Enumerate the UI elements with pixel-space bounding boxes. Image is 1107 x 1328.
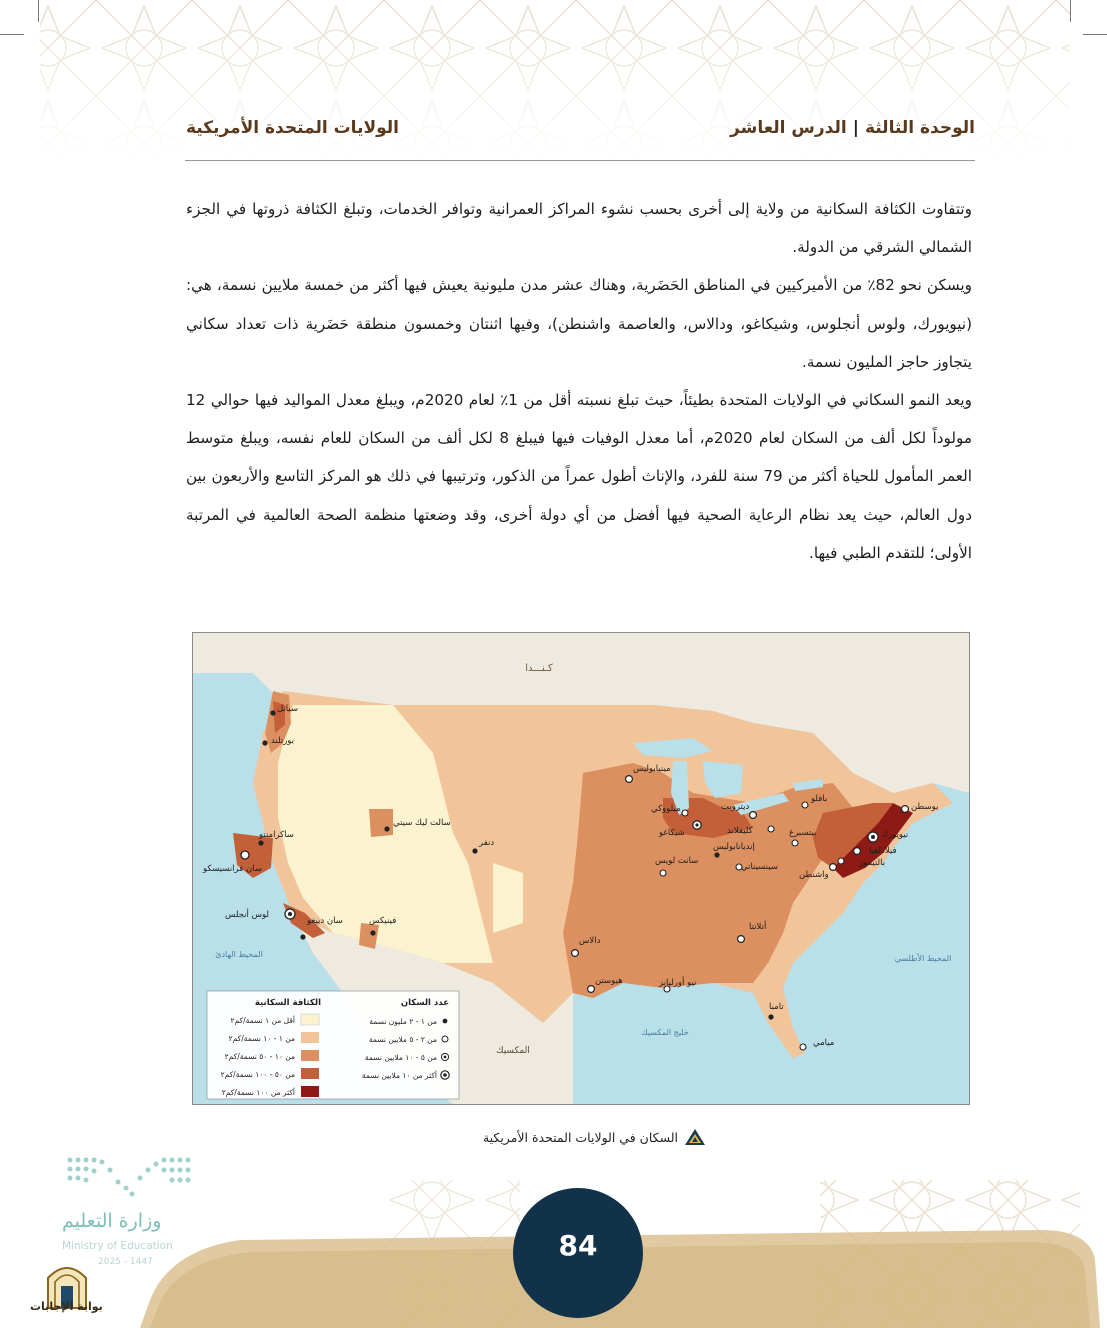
- city-label-philadelphia: فيلادلفيا: [869, 846, 897, 856]
- map-density-utah: [369, 809, 393, 837]
- portal-watermark-text: بوابة الإجابات: [30, 1300, 103, 1313]
- city-label-indianapolis: إنديانابوليس: [713, 842, 755, 852]
- city-marker-indianapolis: [714, 852, 719, 857]
- city-marker-stlouis: [660, 870, 666, 876]
- header-unit-lesson: [730, 118, 975, 138]
- city-marker-sanfrancisco: [241, 851, 249, 859]
- city-marker-minneapolis: [626, 776, 633, 783]
- city-marker-phoenix: [370, 930, 375, 935]
- city-marker-seattle: [270, 710, 275, 715]
- city-label-cleveland: كليفلاند: [727, 826, 753, 836]
- legend-density-label-5: أكثر من ١٠٠ نسمة/كم٢: [221, 1088, 295, 1097]
- city-marker-portland: [262, 740, 267, 745]
- legend-density-swatch-4: [301, 1068, 319, 1079]
- population-map: [192, 632, 970, 1105]
- legend-pop-marker-3-core: [444, 1056, 447, 1059]
- paragraph-density: وتتفاوت الكثافة السكانية من ولاية إلى أخرى بحسب نشوء المراكز العمرانية وتوافر الخدمات، وتبلغ الكثافة ذروتها في الجزء الشمالي الشرقي من الدولة.: [186, 200, 972, 257]
- crop-mark: [1083, 34, 1107, 35]
- city-label-sacramento: ساكرامنتو: [259, 830, 294, 840]
- legend-pop-label-4: أكثر من ١٠ ملايين نسمة: [361, 1071, 437, 1080]
- city-label-minneapolis: مينيابوليس: [633, 764, 671, 774]
- city-label-houston: هيوستن: [595, 976, 623, 986]
- legend-pop-marker-2: [442, 1036, 448, 1042]
- city-marker-newyork-core: [871, 835, 875, 839]
- city-label-phoenix: فينيكس: [369, 916, 397, 926]
- legend-pop-label-2: من ٢ - ٥ ملايين نسمة: [368, 1035, 437, 1044]
- city-label-cincinnati: سينسيناتي: [741, 862, 779, 872]
- crop-mark: [0, 34, 24, 35]
- legend-density-swatch-2: [301, 1032, 319, 1043]
- ministry-year: 2025 - 1447: [98, 1257, 153, 1267]
- lesson-text: [186, 190, 972, 572]
- legend-pop-label-3: من ٥ - ١٠ ملايين نسمة: [364, 1053, 437, 1062]
- map-caption: [460, 1126, 706, 1148]
- city-label-stlouis: سانت لويس: [655, 856, 699, 866]
- paragraph-urban: ويسكن نحو 82٪ من الأميركيين في المناطق الحَضَرية، وهناك عشر مدن مليونية يعيش فيها أكثر من خمسة ملايين نسمة، هي: (نيويورك، ولوس أنجلوس، وشيكاغو، ودالاس، والعاصمة واشنطن)، وفيها اثنتان وخمسون منطقة حَضَرية ذات تعداد سكاني يتجاوز حاجز المليون نسمة.: [186, 276, 972, 371]
- city-label-sandiego: سان دييغو: [307, 916, 343, 926]
- city-label-newyork: نيويورك: [881, 830, 909, 840]
- legend-density-swatch-5: [301, 1086, 319, 1097]
- legend-pop-marker-1: [443, 1019, 448, 1024]
- crop-mark: [1070, 0, 1071, 22]
- city-label-seattle: سياتل: [277, 704, 299, 714]
- city-marker-cleveland: [768, 826, 774, 832]
- city-marker-detroit: [750, 812, 757, 819]
- map-legend: [207, 991, 459, 1099]
- city-label-saltlake: سالت ليك سيتي: [393, 818, 451, 828]
- ministry-name-arabic: وزارة التعليم: [62, 1210, 162, 1232]
- city-marker-saltlake: [384, 826, 389, 831]
- map-label-gulf: خليج المكسيك: [641, 1028, 689, 1037]
- legend-pop-label-1: من ١ - ٢ مليون نسمة: [369, 1017, 437, 1026]
- header-lesson: الدرس العاشر: [730, 118, 847, 138]
- legend-density-label-4: من ٥٠ - ١٠٠ نسمة/كم٢: [220, 1070, 295, 1079]
- city-marker-sacramento: [258, 840, 263, 845]
- caption-text: السكان في الولايات المتحدة الأمريكية: [482, 1129, 678, 1145]
- header-separator: |: [852, 118, 859, 138]
- legend-density-label-3: من ١٠ - ٥٠ نسمة/كم٢: [224, 1052, 295, 1061]
- legend-density-swatch-1: [301, 1014, 319, 1025]
- map-label-pacific: المحيط الهادئ: [215, 950, 263, 959]
- legend-density-label-2: من ١ - ١٠ نسمة/كم٢: [228, 1034, 295, 1043]
- city-marker-baltimore: [838, 858, 844, 864]
- city-marker-denver: [472, 848, 477, 853]
- city-marker-atlanta: [738, 936, 745, 943]
- city-marker-chicago-core: [695, 823, 698, 826]
- header-topic: الولايات المتحدة الأمريكية: [186, 118, 399, 138]
- city-label-chicago: شيكاغو: [659, 828, 685, 838]
- city-label-miami: ميامي: [813, 1038, 835, 1048]
- city-marker-dallas: [572, 950, 579, 957]
- city-label-boston: بوسطن: [911, 802, 939, 812]
- city-marker-houston: [588, 986, 595, 993]
- city-label-denver: دنفر: [479, 838, 495, 848]
- city-marker-washington: [830, 864, 837, 871]
- city-label-buffalo: بافلو: [811, 794, 828, 804]
- city-label-losangeles: لوس أنجلس: [225, 910, 269, 920]
- map-density-low-plains: [493, 863, 523, 933]
- caption-triangle-icon: [684, 1128, 706, 1146]
- legend-population-title: عدد السكان: [400, 998, 449, 1008]
- city-label-atlanta: أتلانتا: [749, 922, 767, 932]
- city-marker-sandiego: [300, 934, 305, 939]
- legend-pop-marker-4-core: [443, 1073, 447, 1077]
- city-label-sanfrancisco: سان فرانسيسكو: [203, 864, 262, 874]
- city-label-baltimore: بالتيمور: [859, 858, 886, 868]
- city-marker-tampa: [768, 1014, 773, 1019]
- legend-density-title: الكثافة السكانية: [254, 998, 321, 1008]
- map-label-canada: كـنـــدا: [525, 663, 553, 674]
- legend-density-label-1: أقل من ١ نسمة/كم٢: [230, 1016, 295, 1025]
- city-label-pittsburgh: بيتسبرغ: [789, 828, 817, 838]
- city-marker-losangeles-core: [288, 912, 292, 916]
- header-unit: الوحدة الثالثة: [864, 118, 975, 138]
- city-label-detroit: ديترويت: [721, 802, 750, 812]
- map-label-mexico: المكسيك: [496, 1046, 530, 1056]
- city-label-dallas: دالاس: [579, 936, 601, 946]
- city-label-portland: بورتلند: [271, 736, 295, 746]
- city-marker-miami: [800, 1044, 806, 1050]
- city-label-tampa: تامبا: [769, 1002, 784, 1012]
- city-marker-boston: [902, 806, 909, 813]
- city-label-washington: واشنطن: [799, 870, 829, 880]
- city-marker-buffalo: [802, 802, 808, 808]
- page-number: 84: [513, 1188, 643, 1318]
- legend-density-swatch-3: [301, 1050, 319, 1061]
- city-marker-pittsburgh: [792, 840, 798, 846]
- map-label-atlantic: المحيط الأطلسي: [894, 954, 952, 963]
- city-label-milwaukee: ميلووكي: [651, 804, 681, 814]
- paragraph-growth: ويعد النمو السكاني في الولايات المتحدة بطيئاً، حيث تبلغ نسبته أقل من 1٪ لعام 2020م، ويبلغ معدل المواليد فيها حوالي 12 مولوداً لكل ألف من السكان لعام 2020م، أما معدل الوفيات فيها فيبلغ 8 لكل ألف من السكان للعام نفسه، ويبلغ متوسط العمر المأمول للحياة أكثر من 79 سنة للفرد، والإناث أطول عمراً من الذكور، وترتيبها في ذلك هو المركز التاسع والأربعون بين دول العالم، حيث يعد نظام الرعاية الصحية فيها أفضل من أي دولة أخرى، وقد وضعتها منظمة الصحة العالمية في المرتبة الأولى؛ للتقدم الطبي فيها.: [186, 391, 972, 562]
- ministry-name-english: Ministry of Education: [62, 1240, 173, 1252]
- city-label-neworleans: نيو أورليانز: [659, 978, 697, 988]
- city-marker-milwaukee: [682, 810, 688, 816]
- header-divider: [185, 160, 975, 161]
- city-marker-philadelphia: [854, 848, 861, 855]
- crop-mark: [38, 0, 39, 22]
